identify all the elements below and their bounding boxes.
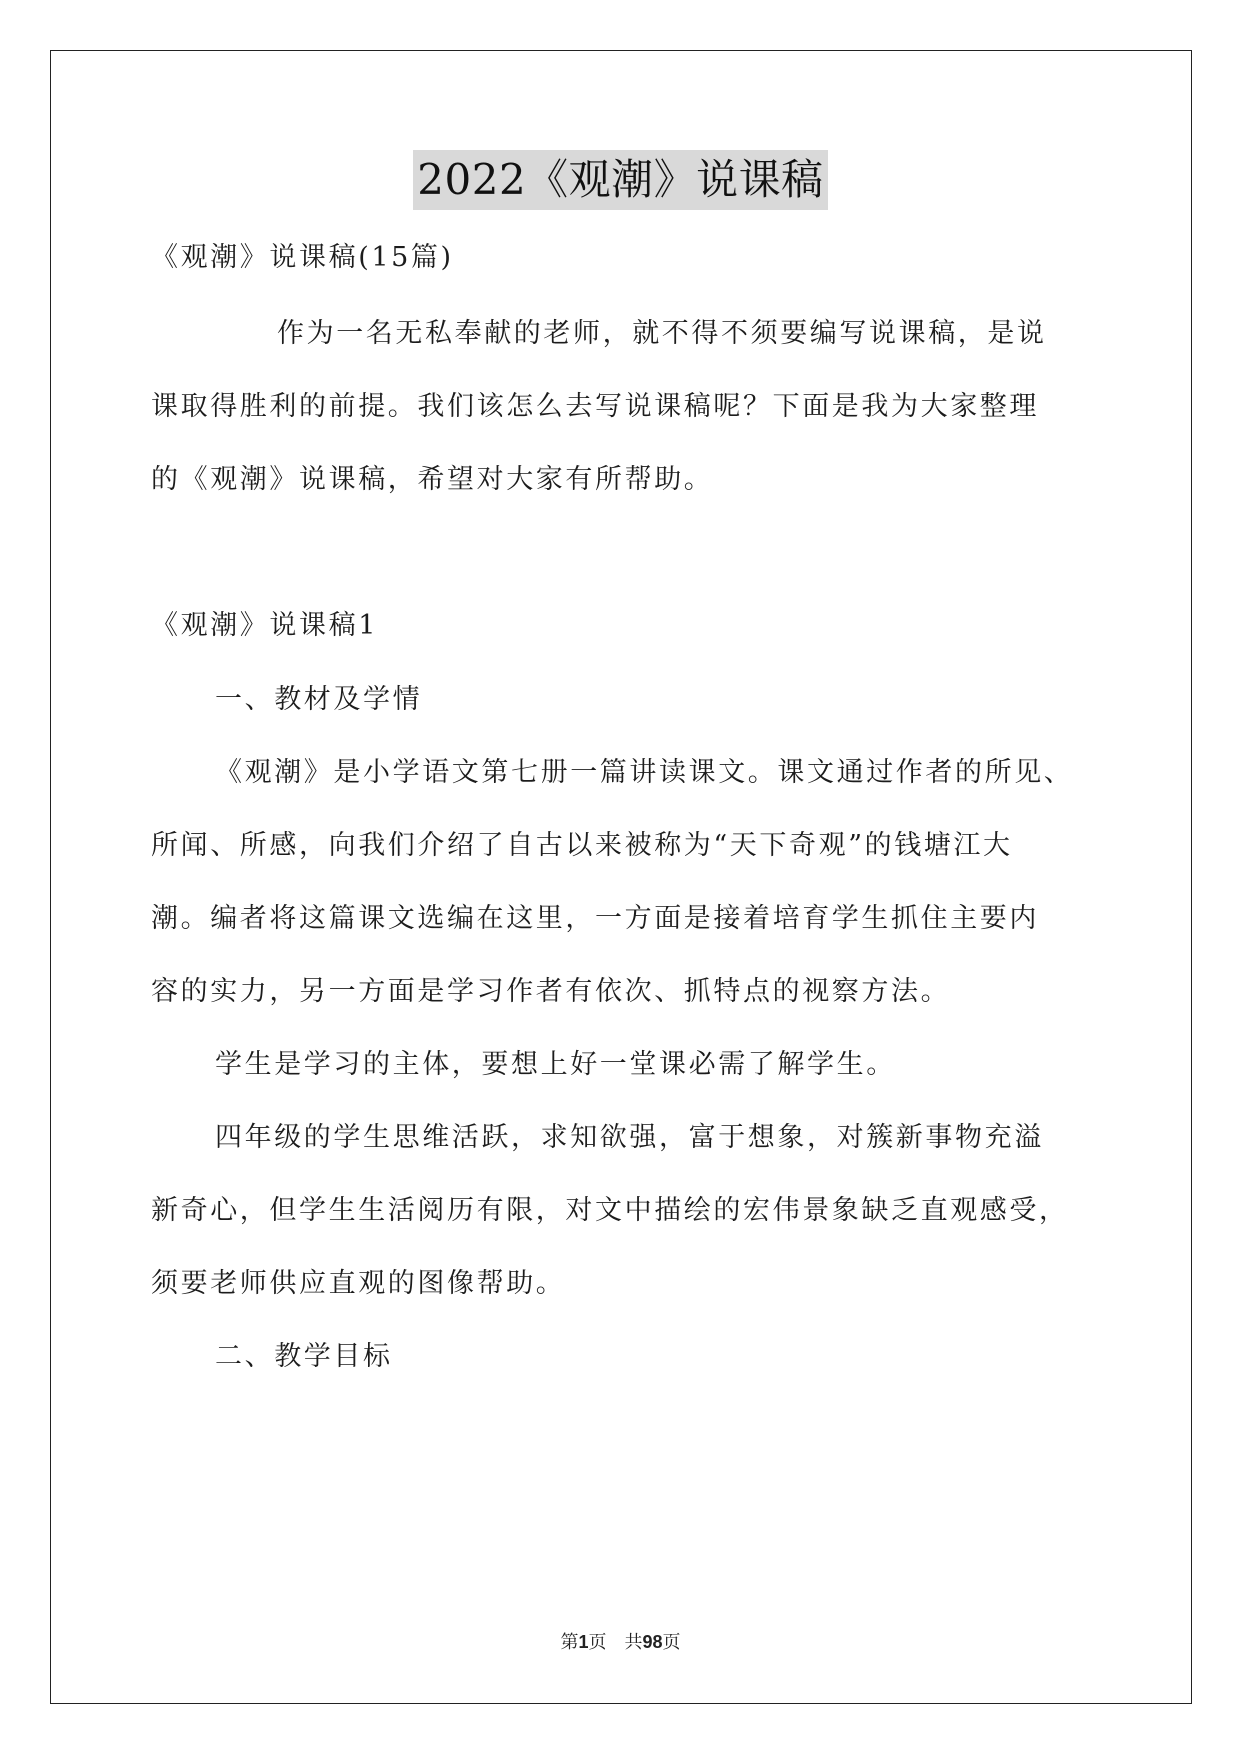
document-subtitle: 《观潮》说课稿(15篇) [151, 242, 454, 273]
para-1-line-3: 潮。编者将这篇课文选编在这里，一方面是接着培育学生抓住主要内 [151, 903, 1039, 934]
para-3-line-1: 四年级的学生思维活跃，求知欲强，富于想象，对簇新事物充溢 [215, 1122, 1044, 1153]
heading-1: 一、教材及学情 [215, 684, 423, 715]
footer-prefix: 第 [560, 1632, 579, 1653]
intro-line-3: 的《观潮》说课稿，希望对大家有所帮助。 [151, 464, 714, 495]
para-1-line-2: 所闻、所感，向我们介绍了自古以来被称为“天下奇观”的钱塘江大 [151, 830, 1013, 861]
para-2: 学生是学习的主体，要想上好一堂课必需了解学生。 [215, 1049, 896, 1080]
document-title: 2022《观潮》说课稿 [413, 150, 827, 210]
page-border [50, 50, 1192, 1704]
footer-page-number: 1 [578, 1632, 589, 1652]
para-3-line-2: 新奇心，但学生生活阅历有限，对文中描绘的宏伟景象缺乏直观感受， [151, 1195, 1069, 1226]
para-3-line-3: 须要老师供应直观的图像帮助。 [151, 1268, 566, 1299]
footer-suffix: 页 [662, 1632, 681, 1653]
para-1-line-1: 《观潮》是小学语文第七册一篇讲读课文。课文通过作者的所见、 [215, 757, 1074, 788]
heading-2: 二、教学目标 [215, 1341, 393, 1372]
intro-line-1: 作为一名无私奉献的老师，就不得不须要编写说课稿，是说 [277, 318, 1047, 349]
section-title: 《观潮》说课稿1 [151, 610, 378, 641]
page-footer [0, 1628, 1241, 1654]
footer-total-pages: 98 [642, 1632, 663, 1652]
title-container [0, 150, 1241, 210]
para-1-line-4: 容的实力，另一方面是学习作者有依次、抓特点的视察方法。 [151, 976, 951, 1007]
footer-mid: 页 共 [588, 1632, 643, 1653]
intro-line-2: 课取得胜利的前提。我们该怎么去写说课稿呢？下面是我为大家整理 [151, 391, 1039, 422]
